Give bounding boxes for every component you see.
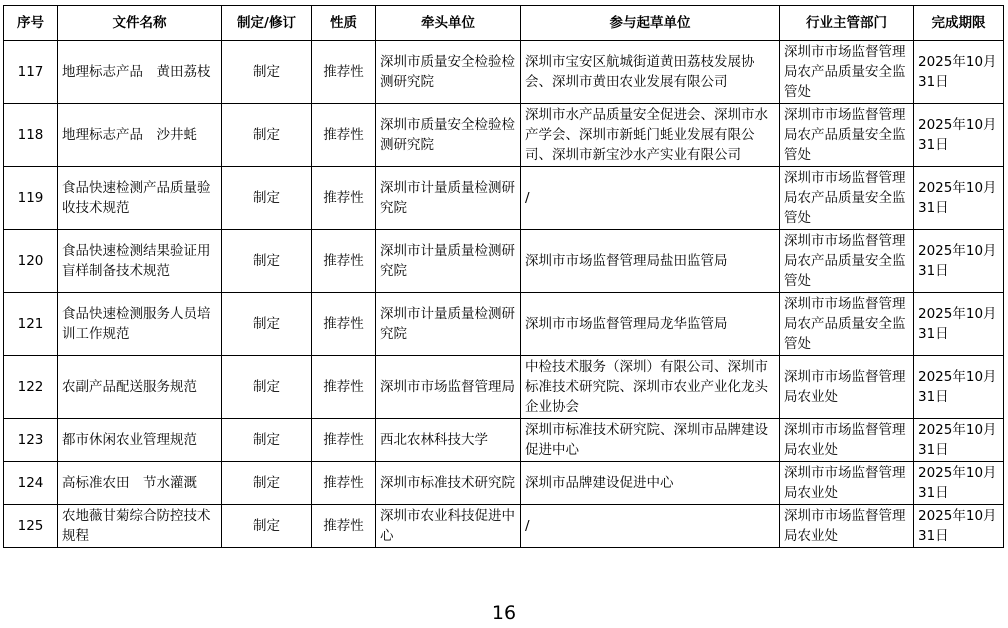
- table-row: [4, 356, 1004, 419]
- deadline-cell: 2025年10月31日: [914, 293, 1004, 356]
- participating-units-cell: /: [521, 505, 780, 548]
- competent-department-cell: 深圳市市场监督管理局农业处: [780, 462, 914, 505]
- participating-units-cell: /: [521, 167, 780, 230]
- serial-number-cell: 118: [4, 104, 58, 167]
- table-row: [4, 104, 1004, 167]
- page-number: 16: [491, 602, 517, 624]
- document-name-cell: 地理标志产品 黄田荔枝: [58, 41, 222, 104]
- deadline-cell: 2025年10月31日: [914, 505, 1004, 548]
- table-row: [4, 230, 1004, 293]
- serial-number-cell: 119: [4, 167, 58, 230]
- revision-type-cell: 制定: [222, 104, 312, 167]
- document-name-cell: 都市休闲农业管理规范: [58, 419, 222, 462]
- deadline-cell: 2025年10月31日: [914, 41, 1004, 104]
- revision-type-cell: 制定: [222, 356, 312, 419]
- header-deadline: 完成期限: [914, 6, 1004, 41]
- competent-department-cell: 深圳市市场监督管理局农产品质量安全监管处: [780, 293, 914, 356]
- table-row: [4, 41, 1004, 104]
- lead-unit-cell: 深圳市计量质量检测研究院: [376, 230, 521, 293]
- nature-cell: 推荐性: [312, 230, 376, 293]
- revision-type-cell: 制定: [222, 505, 312, 548]
- competent-department-cell: 深圳市市场监督管理局农业处: [780, 419, 914, 462]
- nature-cell: 推荐性: [312, 419, 376, 462]
- serial-number-cell: 122: [4, 356, 58, 419]
- participating-units-cell: 中检技术服务（深圳）有限公司、深圳市标准技术研究院、深圳市农业产业化龙头企业协会: [521, 356, 780, 419]
- header-nature: 性质: [312, 6, 376, 41]
- participating-units-cell: 深圳市宝安区航城街道黄田荔枝发展协会、深圳市黄田农业发展有限公司: [521, 41, 780, 104]
- table-row: [4, 167, 1004, 230]
- table-row: [4, 419, 1004, 462]
- standards-table: [3, 5, 1004, 548]
- revision-type-cell: 制定: [222, 419, 312, 462]
- deadline-cell: 2025年10月31日: [914, 462, 1004, 505]
- revision-type-cell: 制定: [222, 41, 312, 104]
- nature-cell: 推荐性: [312, 356, 376, 419]
- deadline-cell: 2025年10月31日: [914, 104, 1004, 167]
- revision-type-cell: 制定: [222, 230, 312, 293]
- lead-unit-cell: 深圳市市场监督管理局: [376, 356, 521, 419]
- header-competent-department: 行业主管部门: [780, 6, 914, 41]
- lead-unit-cell: 深圳市标准技术研究院: [376, 462, 521, 505]
- serial-number-cell: 123: [4, 419, 58, 462]
- document-name-cell: 农地薇甘菊综合防控技术规程: [58, 505, 222, 548]
- competent-department-cell: 深圳市市场监督管理局农业处: [780, 356, 914, 419]
- table-row: [4, 505, 1004, 548]
- lead-unit-cell: 深圳市质量安全检验检测研究院: [376, 104, 521, 167]
- document-name-cell: 食品快速检测产品质量验收技术规范: [58, 167, 222, 230]
- nature-cell: 推荐性: [312, 293, 376, 356]
- participating-units-cell: 深圳市品牌建设促进中心: [521, 462, 780, 505]
- participating-units-cell: 深圳市市场监督管理局盐田监管局: [521, 230, 780, 293]
- nature-cell: 推荐性: [312, 104, 376, 167]
- deadline-cell: 2025年10月31日: [914, 167, 1004, 230]
- serial-number-cell: 117: [4, 41, 58, 104]
- participating-units-cell: 深圳市市场监督管理局龙华监管局: [521, 293, 780, 356]
- document-name-cell: 高标准农田 节水灌溉: [58, 462, 222, 505]
- document-name-cell: 农副产品配送服务规范: [58, 356, 222, 419]
- participating-units-cell: 深圳市水产品质量安全促进会、深圳市水产学会、深圳市新蚝门蚝业发展有限公司、深圳市新宝沙水产实业有限公司: [521, 104, 780, 167]
- header-serial-number: 序号: [4, 6, 58, 41]
- header-document-name: 文件名称: [58, 6, 222, 41]
- table-row: [4, 462, 1004, 505]
- nature-cell: 推荐性: [312, 41, 376, 104]
- lead-unit-cell: 深圳市计量质量检测研究院: [376, 293, 521, 356]
- competent-department-cell: 深圳市市场监督管理局农产品质量安全监管处: [780, 104, 914, 167]
- table-row: [4, 293, 1004, 356]
- header-revision-type: 制定/修订: [222, 6, 312, 41]
- participating-units-cell: 深圳市标准技术研究院、深圳市品牌建设促进中心: [521, 419, 780, 462]
- document-name-cell: 食品快速检测结果验证用盲样制备技术规范: [58, 230, 222, 293]
- revision-type-cell: 制定: [222, 462, 312, 505]
- lead-unit-cell: 深圳市质量安全检验检测研究院: [376, 41, 521, 104]
- table-header-row: [4, 6, 1004, 41]
- serial-number-cell: 125: [4, 505, 58, 548]
- nature-cell: 推荐性: [312, 505, 376, 548]
- revision-type-cell: 制定: [222, 293, 312, 356]
- serial-number-cell: 121: [4, 293, 58, 356]
- header-lead-unit: 牵头单位: [376, 6, 521, 41]
- serial-number-cell: 120: [4, 230, 58, 293]
- lead-unit-cell: 深圳市计量质量检测研究院: [376, 167, 521, 230]
- competent-department-cell: 深圳市市场监督管理局农产品质量安全监管处: [780, 167, 914, 230]
- document-name-cell: 地理标志产品 沙井蚝: [58, 104, 222, 167]
- nature-cell: 推荐性: [312, 462, 376, 505]
- lead-unit-cell: 西北农林科技大学: [376, 419, 521, 462]
- competent-department-cell: 深圳市市场监督管理局农业处: [780, 505, 914, 548]
- revision-type-cell: 制定: [222, 167, 312, 230]
- nature-cell: 推荐性: [312, 167, 376, 230]
- header-participating-units: 参与起草单位: [521, 6, 780, 41]
- deadline-cell: 2025年10月31日: [914, 356, 1004, 419]
- document-name-cell: 食品快速检测服务人员培训工作规范: [58, 293, 222, 356]
- lead-unit-cell: 深圳市农业科技促进中心: [376, 505, 521, 548]
- competent-department-cell: 深圳市市场监督管理局农产品质量安全监管处: [780, 41, 914, 104]
- competent-department-cell: 深圳市市场监督管理局农产品质量安全监管处: [780, 230, 914, 293]
- deadline-cell: 2025年10月31日: [914, 230, 1004, 293]
- deadline-cell: 2025年10月31日: [914, 419, 1004, 462]
- serial-number-cell: 124: [4, 462, 58, 505]
